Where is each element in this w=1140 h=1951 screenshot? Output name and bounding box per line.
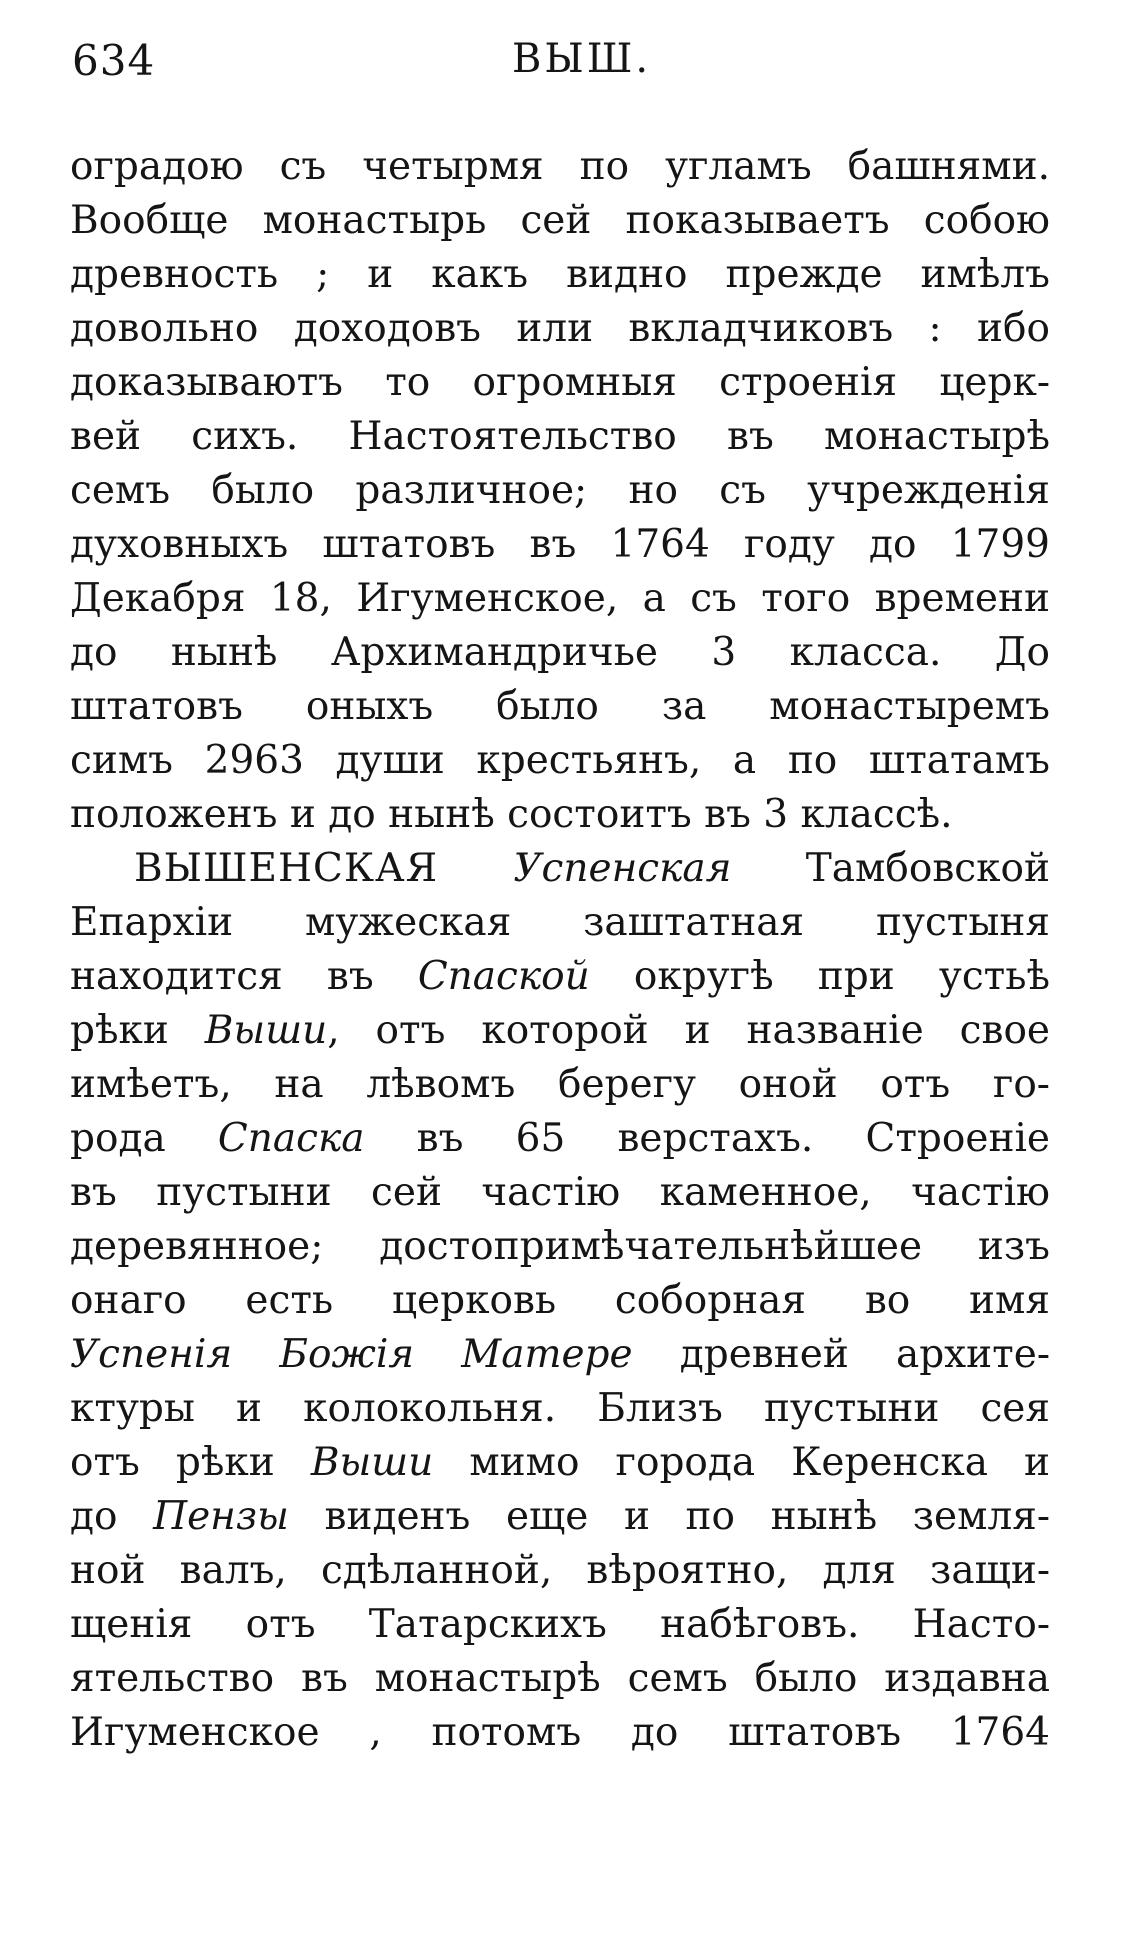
text-line <box>70 950 1050 1004</box>
text-line <box>70 572 1050 626</box>
text-run: до нынѣ Архимандричье 3 класса. До <box>70 630 1050 675</box>
text-line <box>70 1490 1050 1544</box>
text-line <box>70 1598 1050 1652</box>
text-run: Игуменское , потомъ до штатовъ 1764 <box>70 1710 1050 1755</box>
heading-word: ВЫШЕНСКАЯ <box>134 846 514 891</box>
page-header <box>72 36 1052 96</box>
text-line <box>70 1004 1050 1058</box>
text-run: оградою съ четырмя по угламъ башнями. <box>70 144 1050 189</box>
text-run: ной валъ, сдѣланной, вѣроятно, для защи- <box>70 1548 1050 1593</box>
page-number: 634 <box>72 36 156 85</box>
text-run: мимо города Керенска и <box>433 1440 1051 1485</box>
italic-text: Выши <box>204 1008 328 1053</box>
text-run: вей сихъ. Настоятельство въ монастырѣ <box>70 414 1050 459</box>
text-line <box>70 1706 1050 1760</box>
text-run: Тамбовской <box>731 846 1051 891</box>
text-line <box>70 1652 1050 1706</box>
text-run: щенія отъ Татарскихъ набѣговъ. Насто- <box>70 1602 1050 1647</box>
text-line <box>70 410 1050 464</box>
text-run: положенъ и до нынѣ состоитъ въ 3 классѣ. <box>70 792 953 837</box>
italic-text: Спаска <box>217 1116 365 1161</box>
italic-text: Успенская <box>513 846 732 891</box>
text-line <box>70 302 1050 356</box>
text-run: до <box>70 1494 154 1539</box>
text-run: въ пустыни сей частію каменное, частію <box>70 1170 1050 1215</box>
text-run: отъ рѣки <box>70 1440 311 1485</box>
text-run: Вообще монастырь сей показываетъ собою <box>70 198 1050 243</box>
text-line <box>70 1166 1050 1220</box>
text-run: виденъ еще и по нынѣ земля- <box>288 1494 1051 1539</box>
text-run: имѣетъ, на лѣвомъ берегу оной отъ го- <box>70 1062 1050 1107</box>
text-line <box>70 626 1050 680</box>
text-run: семъ было различное; но съ учрежденія <box>70 468 1050 513</box>
italic-text: Пензы <box>153 1494 289 1539</box>
text-line <box>70 680 1050 734</box>
text-line <box>70 1382 1050 1436</box>
text-run: , отъ которой и названіе свое <box>327 1008 1050 1053</box>
text-line <box>70 1112 1050 1166</box>
text-run: симъ 2963 души крестьянъ, а по штатамъ <box>70 738 1050 783</box>
text-run: духовныхъ штатовъ въ 1764 году до 1799 <box>70 522 1050 567</box>
italic-text: Спаской <box>417 954 590 999</box>
text-line <box>70 1058 1050 1112</box>
text-line <box>70 842 1050 896</box>
text-run: рѣки <box>70 1008 205 1053</box>
text-run: деревянное; достопримѣчательнѣйшее изъ <box>70 1224 1050 1269</box>
italic-text: Выши <box>310 1440 434 1485</box>
text-run: довольно доходовъ или вкладчиковъ : ибо <box>70 306 1050 351</box>
text-line <box>70 518 1050 572</box>
text-run: ктуры и колокольня. Близъ пустыни сея <box>70 1386 1050 1431</box>
text-line <box>70 1274 1050 1328</box>
text-line <box>70 788 1050 842</box>
text-run: Епархіи мужеская заштатная пустыня <box>70 900 1050 945</box>
text-line <box>70 1328 1050 1382</box>
text-run: онаго есть церковь соборная во имя <box>70 1278 1050 1323</box>
text-line <box>70 464 1050 518</box>
text-run: округѣ при устьѣ <box>589 954 1050 999</box>
text-line <box>70 1220 1050 1274</box>
text-line <box>70 1544 1050 1598</box>
text-run: древней архите- <box>632 1332 1051 1377</box>
text-run: древность ; и какъ видно прежде имѣлъ <box>70 252 1050 297</box>
text-line <box>70 194 1050 248</box>
text-run: находится въ <box>70 954 418 999</box>
text-run: доказываютъ то огромныя строенія церк- <box>70 360 1050 405</box>
running-head: ВЫШ. <box>512 36 652 82</box>
text-run: ятельство въ монастырѣ семъ было издавна <box>70 1656 1050 1701</box>
text-line <box>70 1436 1050 1490</box>
text-run: Декабря 18, Игуменское, а съ того времени <box>70 576 1050 621</box>
text-line <box>70 140 1050 194</box>
body-text <box>70 140 1050 1760</box>
text-line <box>70 896 1050 950</box>
text-line <box>70 356 1050 410</box>
text-line <box>70 248 1050 302</box>
text-run: въ 65 верстахъ. Строеніе <box>364 1116 1050 1161</box>
italic-text: Успенія Божія Матере <box>70 1332 633 1377</box>
text-run: штатовъ оныхъ было за монастыремъ <box>70 684 1050 729</box>
text-run: рода <box>70 1116 218 1161</box>
text-line <box>70 734 1050 788</box>
